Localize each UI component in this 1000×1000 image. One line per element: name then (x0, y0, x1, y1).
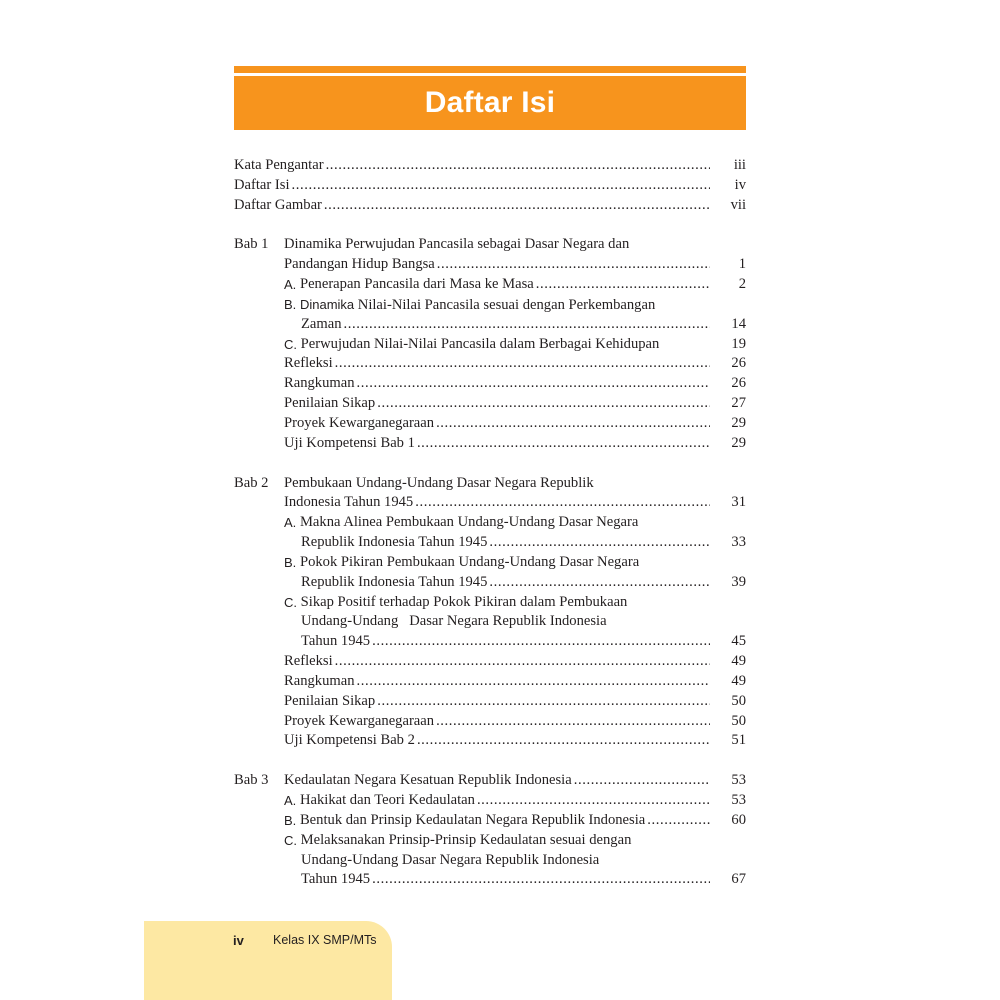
chapter-heading[interactable] (234, 235, 746, 255)
chapter-title: Dinamika Perwujudan Pancasila sebagai Dasar Negara dan (284, 236, 630, 253)
entry-text: Penerapan Pancasila dari Masa ke Masa (299, 276, 534, 293)
toc-entry[interactable] (234, 275, 746, 295)
chapter-heading-cont[interactable] (234, 493, 746, 513)
toc-entry[interactable] (234, 434, 746, 454)
entry-letter: A. (284, 277, 297, 293)
chapter-title: Kedaulatan Negara Kesatuan Republik Indonesia (284, 772, 572, 789)
toc-entry-cont[interactable] (234, 851, 746, 871)
entry-text: Proyek Kewarganegaraan (284, 712, 435, 729)
toc-entry-cont[interactable] (234, 870, 746, 890)
entry-page: 27 (731, 395, 746, 412)
entry-page: 50 (731, 712, 746, 729)
chapter-heading-cont[interactable] (234, 255, 746, 275)
entry-text: Penilaian Sikap (284, 395, 376, 412)
entry-page: 31 (731, 494, 746, 511)
footer-tab (144, 921, 392, 1000)
toc-entry[interactable] (234, 791, 746, 811)
toc-entry-cont[interactable] (234, 573, 746, 593)
toc-entry[interactable] (234, 156, 746, 176)
entry-letter: B. (284, 554, 297, 570)
entry-page: 49 (731, 672, 746, 689)
toc-entry-cont[interactable] (234, 315, 746, 335)
toc-entry-cont[interactable] (234, 533, 746, 553)
toc-entry[interactable] (234, 831, 746, 851)
toc-entry[interactable] (234, 335, 746, 355)
toc-entry[interactable] (234, 354, 746, 374)
toc-entry[interactable] (234, 176, 746, 196)
toc-entry[interactable] (234, 295, 746, 315)
entry-page: 29 (731, 414, 746, 431)
entry-letter: C. (284, 832, 297, 848)
entry-text: Bentuk dan Prinsip Kedaulatan Negara Republik Indonesia (299, 811, 646, 828)
entry-text: Rangkuman (284, 672, 355, 689)
entry-page: 50 (731, 692, 746, 709)
entry-text: Sikap Positif terhadap Pokok Pikiran dalam Pembukaan (300, 593, 628, 610)
chapter-title-cont: Indonesia Tahun 1945 (284, 494, 414, 511)
toc-entry[interactable] (234, 712, 746, 732)
toc-entry[interactable] (234, 513, 746, 533)
toc-entry[interactable] (234, 692, 746, 712)
toc-entry[interactable] (234, 196, 746, 216)
footer-book-title: Kelas IX SMP/MTs (273, 933, 377, 947)
entry-page: 60 (731, 811, 746, 828)
entry-text: Refleksi (284, 653, 333, 670)
entry-text: Rangkuman (284, 375, 355, 392)
toc-entry-cont[interactable] (234, 612, 746, 632)
footer-page-number: iv (233, 933, 244, 948)
entry-page: iv (734, 176, 746, 193)
entry-page: 29 (731, 434, 746, 451)
toc-entry-cont[interactable] (234, 632, 746, 652)
entry-page: 67 (731, 871, 746, 888)
chapter-heading[interactable] (234, 771, 746, 791)
entry-text: Uji Kompetensi Bab 1 (284, 434, 415, 451)
entry-letter: B. (284, 812, 297, 828)
entry-text: Penilaian Sikap (284, 692, 376, 709)
table-of-contents (234, 156, 746, 890)
chapter-title: Pembukaan Undang-Undang Dasar Negara Republik (284, 474, 594, 491)
entry-text: Undang-Undang Dasar Negara Republik Indonesia (301, 851, 600, 868)
chapter-label: Bab 3 (234, 772, 269, 789)
chapter-heading[interactable] (234, 474, 746, 494)
entry-page: 14 (731, 315, 746, 332)
page-title: Daftar Isi (424, 86, 556, 119)
title-bar (234, 76, 746, 130)
title-band (234, 66, 746, 130)
entry-page: 51 (731, 732, 746, 749)
entry-page: 33 (731, 534, 746, 551)
entry-page: iii (733, 157, 746, 173)
entry-page: 26 (731, 375, 746, 392)
entry-letter: A. (284, 793, 297, 808)
entry-text: Proyek Kewarganegaraan (284, 414, 435, 431)
entry-page: 49 (731, 653, 746, 670)
entry-text: Tahun 1945 (301, 871, 371, 888)
entry-page: 19 (731, 335, 746, 352)
entry-letter: A. (284, 515, 297, 531)
entry-text: Undang-Undang Dasar Negara Republik Indonesia (301, 613, 607, 630)
toc-entry[interactable] (234, 672, 746, 692)
chapter-label: Bab 1 (234, 236, 269, 253)
entry-page: 2 (738, 276, 746, 293)
entry-letter: C. (284, 336, 297, 352)
title-stripe (234, 66, 746, 73)
entry-text: Pokok Pikiran Pembukaan Undang-Undang Dasar Negara (299, 553, 640, 570)
chapter-label: Bab 2 (234, 474, 269, 491)
entry-text: Perwujudan Nilai-Nilai Pancasila dalam Berbagai Kehidupan (300, 335, 660, 352)
entry-text: Republik Indonesia Tahun 1945 (301, 573, 488, 590)
entry-page: 26 (731, 355, 746, 372)
entry-letter: C. (284, 594, 297, 610)
entry-text: Makna Alinea Pembukaan Undang-Undang Dasar Negara (299, 514, 639, 531)
entry-text: Tahun 1945 (301, 633, 371, 650)
entry-text: Hakikat dan Teori Kedaulatan (299, 792, 475, 808)
toc-entry[interactable] (234, 553, 746, 573)
entry-page: 53 (731, 792, 746, 808)
entry-text: Daftar Gambar (234, 196, 322, 213)
entry-text: Melaksanakan Prinsip-Prinsip Kedaulatan sesuai dengan (300, 831, 632, 848)
entry-page: 39 (731, 573, 746, 590)
entry-text: Dinamika Nilai-Nilai Pancasila sesuai dengan Perkembangan (299, 296, 656, 313)
entry-text: Daftar Isi (234, 176, 290, 193)
toc-entry[interactable] (234, 374, 746, 394)
toc-entry[interactable] (234, 414, 746, 434)
entry-page: 1 (738, 256, 746, 273)
entry-text: Refleksi (284, 355, 333, 372)
toc-entry[interactable] (234, 593, 746, 613)
toc-entry[interactable] (234, 394, 746, 414)
entry-text: Kata Pengantar (234, 157, 324, 173)
entry-text: Republik Indonesia Tahun 1945 (301, 534, 488, 551)
entry-page: vii (730, 196, 746, 213)
entry-page: 53 (731, 772, 746, 789)
entry-page: 45 (731, 633, 746, 650)
chapter-title-cont: Pandangan Hidup Bangsa (284, 256, 435, 273)
entry-letter: B. (284, 296, 297, 312)
toc-entry[interactable] (234, 731, 746, 751)
toc-entry[interactable] (234, 652, 746, 672)
entry-text: Uji Kompetensi Bab 2 (284, 732, 415, 749)
entry-text: Zaman (301, 315, 342, 332)
toc-entry[interactable] (234, 811, 746, 831)
